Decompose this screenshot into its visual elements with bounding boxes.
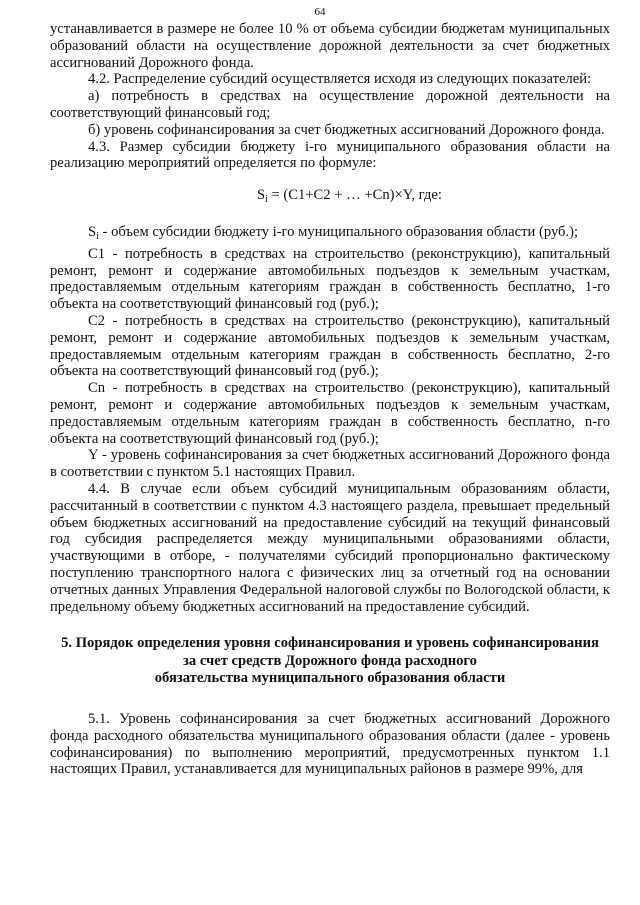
definition-c1: C1 - потребность в средствах на строительство (реконструкцию), капитальный ремонт, ремонт и содержание автомобильных подъездов к земельным участкам, предоставляемым отдельным категориям граждан в собственность бесплатно, 1-го объекта на соответствующий финансовый год (руб.);	[50, 245, 610, 313]
section-heading-line-3: обязательства муниципального образования области	[154, 670, 506, 687]
definition-c2: C2 - потребность в средствах на строительство (реконструкцию), капитальный ремонт, ремонт и содержание автомобильных подъездов к земельным участкам, предоставляемым отдельным категориям граждан в собственность бесплатно, 2-го объекта на соответствующий финансовый год (руб.);	[50, 312, 610, 380]
paragraph-item-a: а) потребность в средствах на осуществление дорожной деятельности на соответствующий финансовый год;	[50, 88, 610, 121]
formula-lhs: S	[257, 187, 266, 204]
formula-rhs: = (C1+C2 + … +Cn)×Y, где:	[267, 187, 442, 204]
definition-si	[50, 224, 610, 246]
section-heading-line-2: за счет средств Дорожного фонда расходного	[183, 652, 477, 669]
formula-lhs-subscript: i	[265, 194, 268, 206]
paragraph-continuation: устанавливается в размере не более 10 % от объема субсидии бюджетам муниципальных образований области на осуществление дорожной деятельности за счет бюджетных ассигнований Дорожного фонда.	[50, 21, 610, 71]
definition-cn: Cn - потребность в средствах на строительство (реконструкцию), капитальный ремонт, ремонт и содержание автомобильных подъездов к земельным участкам, предоставляемым отдельным категориям граждан в собственность бесплатно, n-го объекта на соответствующий финансовый год (руб.);	[50, 380, 610, 447]
definition-y: Y - уровень софинансирования за счет бюджетных ассигнований Дорожного фонда в соответствии с пунктом 5.1 настоящих Правил.	[50, 447, 610, 481]
page-number: 64	[314, 6, 326, 18]
definition-si-symbol: S	[88, 223, 97, 240]
section-heading-line-1: 5. Порядок определения уровня софинансирования и уровень софинансирования	[61, 635, 599, 652]
paragraph-item-b: б) уровень софинансирования за счет бюджетных ассигнований Дорожного фонда.	[88, 121, 605, 138]
definition-si-text: - объем субсидии бюджету i-го муниципального образования области (руб.);	[98, 223, 579, 240]
paragraph-4-3: 4.3. Размер субсидии бюджету i-го муниципального образования области на реализацию мероприятий определяется по формуле:	[50, 138, 610, 172]
document-body	[50, 21, 610, 778]
subsidy-formula	[50, 187, 610, 209]
section-spacer-2	[50, 688, 610, 711]
section-spacer	[50, 615, 610, 635]
paragraph-5-1: 5.1. Уровень софинансирования за счет бюджетных ассигнований Дорожного фонда расходного обязательства муниципального образования области (далее - уровень софинансирования) по выполнению мероприятий, предусмотренных пунктом 1.1 настоящих Правил, устанавливается для муниципальных районов в размере 99%, для	[50, 711, 610, 778]
paragraph-4-2: 4.2. Распределение субсидий осуществляется исходя из следующих показателей:	[88, 71, 592, 88]
paragraph-4-4: 4.4. В случае если объем субсидий муниципальным образованиям области, рассчитанный в соответствии с пунктом 4.3 настоящего раздела, превышает предельный объем бюджетных ассигнований на предоставление субсидий на текущий финансовый год субсидия распределяется между муниципальными образованиями области, участвующими в отборе, - получателями субсидий пропорционально фактическому поступлению транспортного налога с физических лиц за отчетный год на основании отчетных данных Управления Федеральной налоговой службы по Вологодской области, к предельному объему бюджетных ассигнований на предоставление субсидий.	[50, 480, 610, 615]
definition-si-subscript: i	[96, 230, 99, 242]
